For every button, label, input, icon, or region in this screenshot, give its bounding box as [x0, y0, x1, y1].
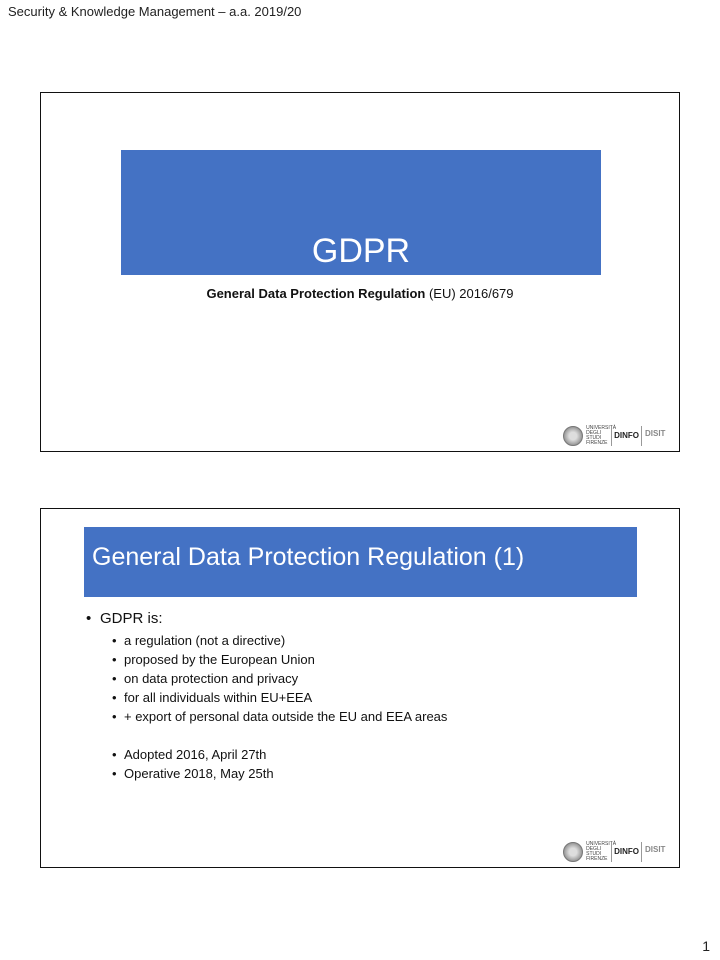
footer-logos: [563, 425, 673, 447]
university-seal-icon: [563, 426, 583, 446]
title-banner: [121, 150, 601, 275]
list-item: • Operative 2018, May 25th: [112, 764, 646, 783]
university-seal-icon: [563, 842, 583, 862]
list-item: • Adopted 2016, April 27th: [112, 745, 646, 764]
slide-subtitle: [41, 286, 679, 301]
bullet-list: [86, 609, 646, 783]
slide-1: [40, 92, 680, 452]
footer-logos: [563, 841, 673, 863]
list-item: • for all individuals within EU+EEA: [112, 688, 646, 707]
dinfo-logo: DINFO: [611, 426, 642, 446]
bullet-gap: [86, 726, 646, 745]
university-logo: UNIVERSITÀ DEGLI STUDI FIRENZE: [586, 841, 617, 862]
university-logo: UNIVERSITÀ DEGLI STUDI FIRENZE: [586, 425, 617, 446]
list-item: • on data protection and privacy: [112, 669, 646, 688]
list-item: • proposed by the European Union: [112, 650, 646, 669]
disit-logo: DISIT: [645, 429, 666, 438]
subtitle-rest: (EU) 2016/679: [425, 286, 514, 301]
bullet-main: • GDPR is:: [86, 609, 646, 629]
slide-title: General Data Protection Regulation (1): [92, 543, 525, 571]
page-number: 1: [702, 938, 710, 954]
slide-2: [40, 508, 680, 868]
slide-title: GDPR: [311, 232, 411, 270]
header-bar: [84, 527, 637, 597]
subtitle-bold: General Data Protection Regulation: [206, 286, 426, 301]
dinfo-logo: DINFO: [611, 842, 642, 862]
list-item: • + export of personal data outside the EU and EEA areas: [112, 707, 646, 726]
disit-logo: DISIT: [645, 845, 666, 854]
list-item: • a regulation (not a directive): [112, 631, 646, 650]
page-header: Security & Knowledge Management – a.a. 2019/20: [8, 4, 302, 19]
